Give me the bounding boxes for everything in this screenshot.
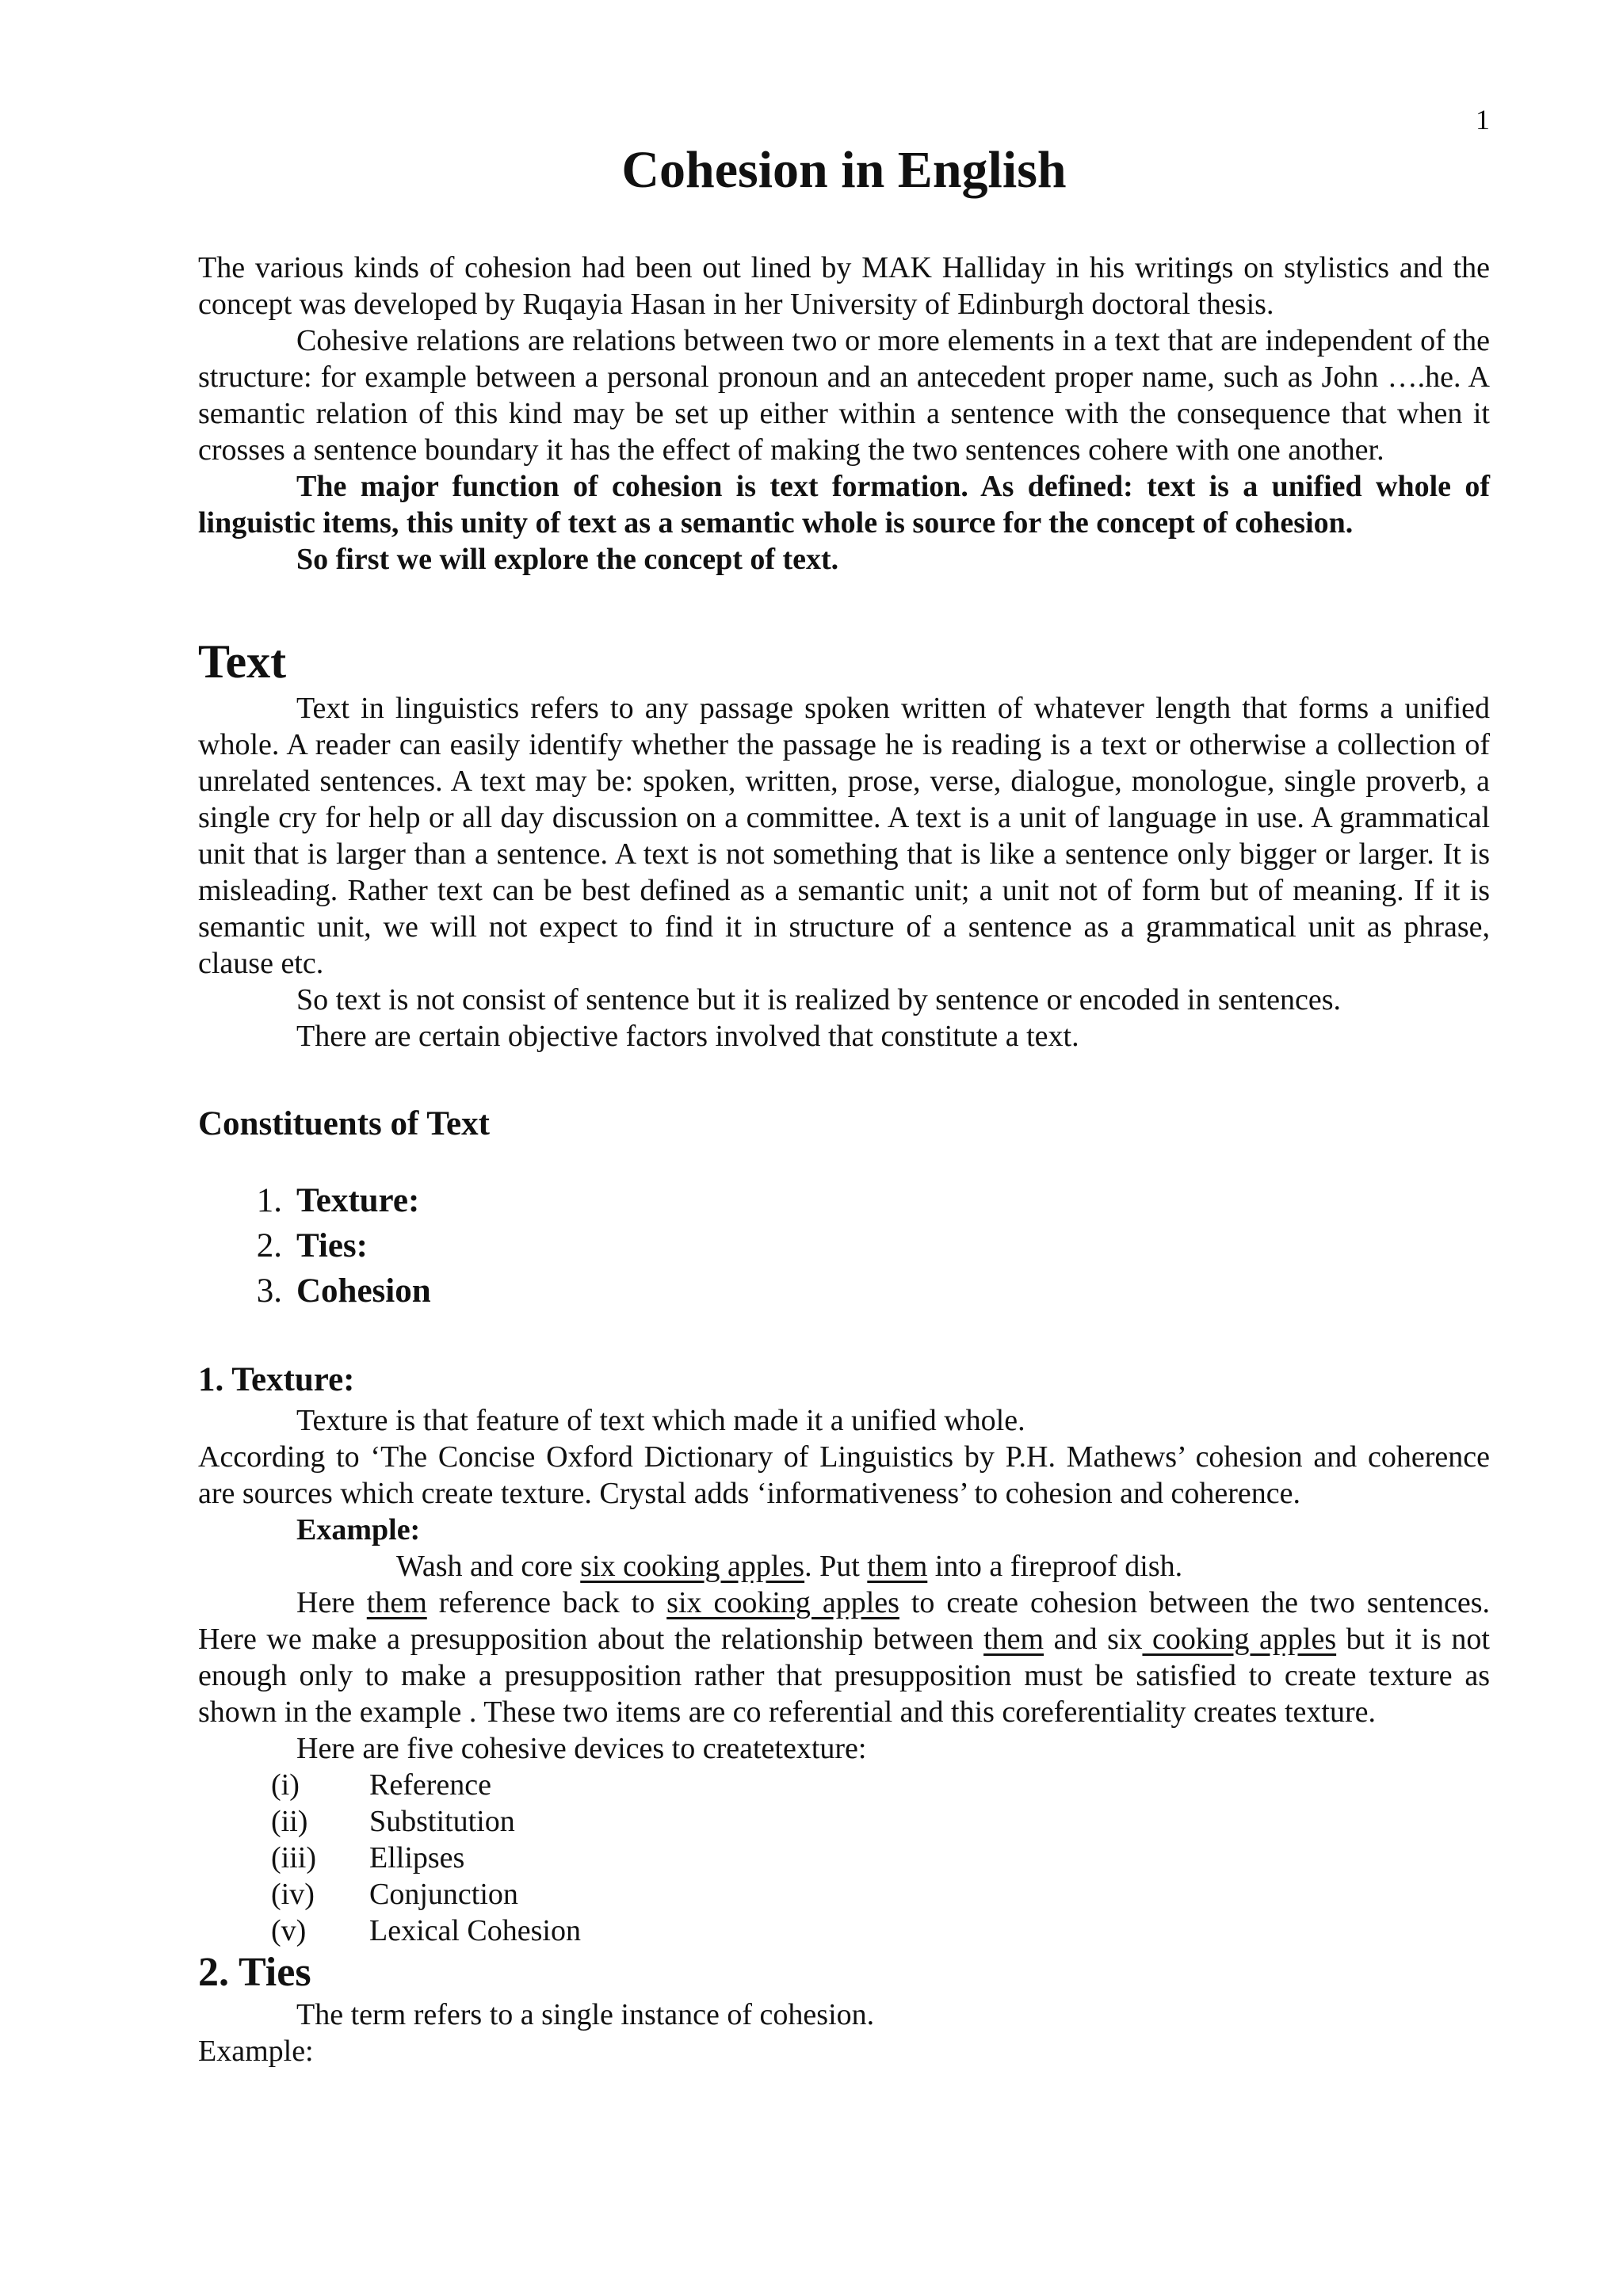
list-item-number: 2. bbox=[256, 1227, 282, 1264]
list-item-label: Cohesion bbox=[296, 1272, 431, 1310]
intro-paragraph-2: Cohesive relations are relations between two or more elements in a text that are independent of the structure: for example between a personal pronoun and an antecedent proper name, such as John ….he. A semantic relation of this kind may be set up either within a sentence with the consequence that when it crosses a sentence boundary it has the effect of making the two sentences cohere with one another. bbox=[198, 324, 1490, 467]
ties-heading: 2. Ties bbox=[198, 1950, 311, 1995]
list-item bbox=[198, 1767, 1490, 1803]
list-item-label: Ties: bbox=[296, 1227, 368, 1264]
underlined-pronoun: them bbox=[867, 1550, 928, 1583]
list-item-label: Reference bbox=[369, 1768, 491, 1802]
list-item-number: (iii) bbox=[271, 1841, 316, 1875]
list-item-number: 1. bbox=[256, 1182, 282, 1219]
intro-paragraph-4: So first we will explore the concept of text. bbox=[296, 543, 839, 576]
list-item-number: (v) bbox=[271, 1914, 307, 1947]
page-content bbox=[198, 139, 1490, 2069]
list-item-number: 3. bbox=[256, 1272, 282, 1310]
list-item bbox=[198, 1223, 1490, 1268]
underlined-phrase: cooking apples bbox=[1142, 1623, 1337, 1656]
underlined-pronoun: them bbox=[983, 1623, 1044, 1656]
list-item bbox=[198, 1268, 1490, 1314]
page-number: 1 bbox=[1476, 104, 1490, 135]
list-item-number: (iv) bbox=[271, 1878, 315, 1911]
list-item-label: Ellipses bbox=[369, 1841, 465, 1875]
example-label: Example: bbox=[296, 1513, 421, 1547]
intro-paragraph-1: The various kinds of cohesion had been out lined by MAK Halliday in his writings on stylistics and the concept was developed by Ruqayia Hasan in her University of Edinburgh doctoral thesis. bbox=[198, 251, 1490, 321]
list-item bbox=[198, 1178, 1490, 1223]
list-item-number: (ii) bbox=[271, 1805, 308, 1838]
example-sentence: Wash and core six cooking apples. Put them into a fireproof dish. bbox=[396, 1550, 1183, 1583]
list-item bbox=[198, 1803, 1490, 1840]
list-item bbox=[198, 1876, 1490, 1913]
list-item bbox=[198, 1913, 1490, 1949]
document-title: Cohesion in English bbox=[621, 141, 1067, 199]
underlined-phrase: six cooking apples bbox=[580, 1550, 805, 1583]
list-item-label: Texture: bbox=[296, 1182, 420, 1219]
texture-paragraph-1: Texture is that feature of text which made it a unified whole. bbox=[296, 1404, 1025, 1437]
texture-paragraph-2: According to ‘The Concise Oxford Dictionary of Linguistics by P.H. Mathews’ cohesion and coherence are sources which create texture. Crystal adds ‘informativeness’ to cohesion and coherence. bbox=[198, 1440, 1490, 1510]
texture-heading: 1. Texture: bbox=[198, 1361, 355, 1398]
section-heading-text: Text bbox=[198, 635, 287, 688]
devices-intro: Here are five cohesive devices to createtexture: bbox=[296, 1732, 867, 1765]
text-paragraph-3: There are certain objective factors involved that constitute a text. bbox=[296, 1020, 1079, 1053]
list-item-number: (i) bbox=[271, 1768, 300, 1802]
texture-explanation: Here them reference back to six cooking apples to create cohesion between the two sentences. Here we make a presupposition about the relationship between them and six cooking apples but it is not enough only to make a presupposition rather that presupposition must be satisfied to create texture as shown in the example . These two items are co referential and this coreferentiality creates texture. bbox=[198, 1586, 1490, 1729]
list-item-label: Lexical Cohesion bbox=[369, 1914, 581, 1947]
list-item-label: Substitution bbox=[369, 1805, 515, 1838]
underlined-phrase: six cooking apples bbox=[666, 1586, 899, 1619]
text-paragraph-2: So text is not consist of sentence but it is realized by sentence or encoded in sentences. bbox=[296, 983, 1342, 1016]
underlined-pronoun: them bbox=[366, 1586, 427, 1619]
ties-example-label: Example: bbox=[198, 2035, 314, 2068]
cohesive-devices-list bbox=[198, 1767, 1490, 1949]
intro-paragraph-3: The major function of cohesion is text formation. As defined: text is a unified whole of linguistic items, this unity of text as a semantic whole is source for the concept of cohesion. bbox=[198, 470, 1490, 540]
constituents-heading: Constituents of Text bbox=[198, 1105, 490, 1142]
constituents-list bbox=[198, 1178, 1490, 1314]
list-item-label: Conjunction bbox=[369, 1878, 518, 1911]
list-item bbox=[198, 1840, 1490, 1876]
text-paragraph-1: Text in linguistics refers to any passage spoken written of whatever length that forms a unified whole. A reader can easily identify whether the passage he is reading is a text or otherwise a collection of unrelated sentences. A text may be: spoken, written, prose, verse, dialogue, monologue, single proverb, a single cry for help or all day discussion on a committee. A text is a unit of language in use. A grammatical unit that is larger than a sentence. A text is not something that is like a sentence only bigger or larger. It is misleading. Rather text can be best defined as a semantic unit; a unit not of form but of meaning. If it is semantic unit, we will not expect to find it in structure of a sentence as a grammatical unit as phrase, clause etc. bbox=[198, 692, 1490, 980]
ties-paragraph: The term refers to a single instance of cohesion. bbox=[296, 1998, 875, 2031]
